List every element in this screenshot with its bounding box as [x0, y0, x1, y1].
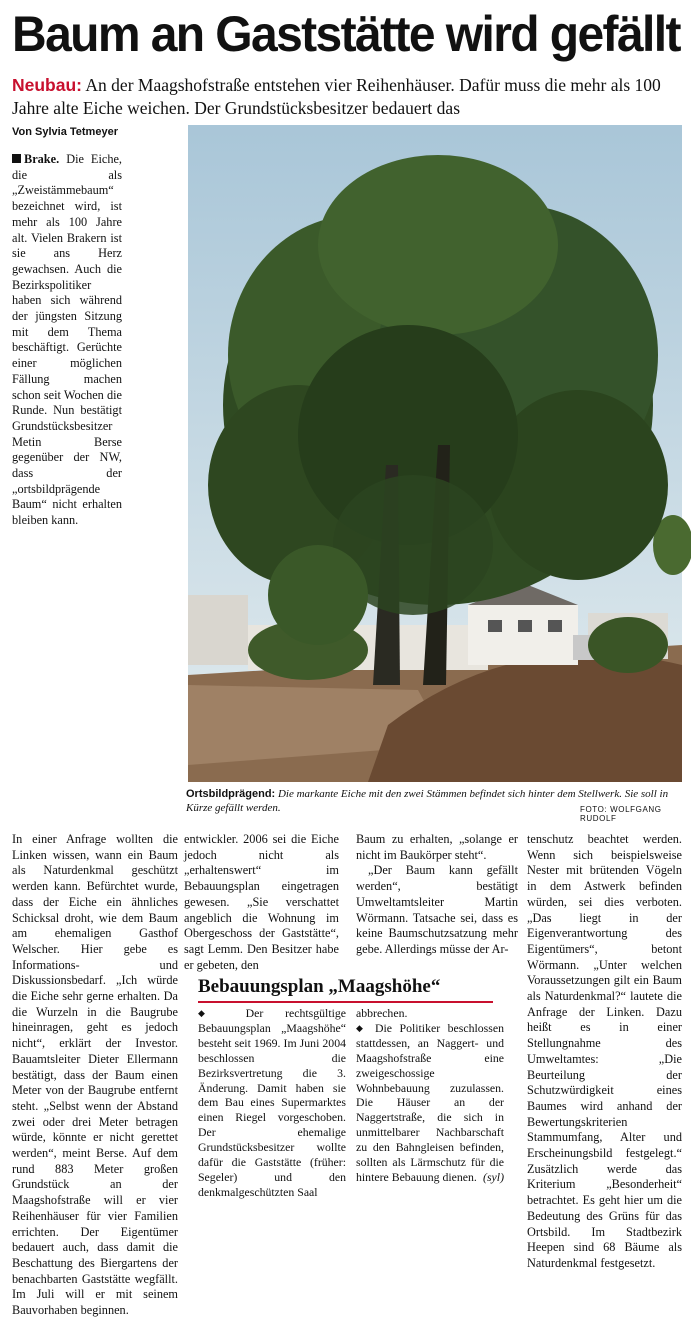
photo-credit: FOTO: WOLFGANG RUDOLF [580, 805, 662, 823]
paragraph: Brake. Die Eiche, die als „Zweistämmebaum“ bezeichnet wird, ist mehr als 100 Jahre alt. Vielen Brakern ist sie ans Herz gewachsen. Auch die Bezirkspolitiker haben sich während der jüngsten Sitzung mit dem Thema beschäftigt. Gerüchte einer möglichen Fällung machen schon seit Wochen die Runde. Nun bestätigt Grundstücksbesitzer Metin Berse gegenüber der NW, dass der „ortsbildprägende Baum“ nicht erhalten bleiben kann. [12, 152, 122, 528]
square-bullet-icon [12, 154, 21, 163]
article-column-1-extra [12, 1195, 13, 1196]
article-column-4: tenschutz beachtet werden. Wenn sich beispielsweise Nester mit brütenden Vögeln in dem Astwerk befinden würden, sei dies verboten. „Das liegt in der Eigenverantwortung des Eigentümers“, betont Wörmann. „Unter welchen Voraussetzungen gilt ein Baum als Naturdenkmal?“ lautete die Anfrage der Linken. Dazu heißt es in einer Stellungnahme des Umweltamtes: „Die Beurteilung der Schutzwürdigkeit eines Baumes wird anhand der Bewertungskriterien Stammumfang, Alter und Erscheinungsbild festgelegt.“ Zusätzlich werde das Kriterium „Besonderheit“ betrachtet. Es geht hier um die Bedeutung des Grüns für das Ortsbild. Im Stadtbezirk Heepen sind 68 Bäume als Naturdenkmal festgesetzt. [527, 832, 682, 1270]
article-column-1-continued: In einer Anfrage wollten die Linken wissen, wann ein Baum als Naturdenkmal geschützt werden kann. Befürchtet wurde, dass der Eiche ein ähnliches Schicksal droht, wie dem Baum am ehemaligen Gasthof Welscher. Hier gebe es Informations- und Diskussionsbedarf. „Ich würde die Eiche sehr gerne erhalten. Da die Wurzeln in die Baugrube hineinragen, geht es jedoch nicht“, erklärt der Investor. Bauamtsleiter Dieter Ellermann bestätigt, dass der Baum einen Meter von der Baugrube entfernt steht. „Selbst wenn der Abstand zwei oder drei Meter betragen würde, könnte er nicht gerettet werden“, meint Berse. Auf dem rund 883 Meter großen Grundstück an der Maagshofstraße will er vier Reihenhäuser für vier Familien errichten. Der Eigentümer bedauert auch, dass damit die Beschattung des Biergartens der benachbarten Gaststätte wegfällt. Im Juli will er mit seinem Bauvorhaben beginnen. [12, 832, 178, 1318]
headline: Baum an Gaststätte wird gefällt [12, 7, 680, 63]
article-column-2: entwickler. 2006 sei die Eiche jedoch nicht als „erhaltenswert“ im Bebauungsplan eingetragen gewesen. „Sie verschattet angeblich die Wohnung im Obergeschoss der Gaststätte“, sagt Lemm. Den Besitzer habe er gebeten, den [184, 832, 339, 972]
deck [12, 74, 682, 120]
tree-photo [188, 125, 682, 782]
author-signature: (syl) [483, 1169, 504, 1184]
infobox-column-2: abbrechen. ◆ Die Politiker beschlossen stattdessen, an Naggert- und Maagshofstraße eine zweigeschossige Wohnbebauung zuzulassen. Die Häuser an der Naggertstraße, die sich in unmittelbarer Nachbarschaft zu den Bahngleisen befinden, sollten als Lärmschutz für die hintere Bebauung dienen. (syl) [356, 1006, 505, 1184]
infobox-column-1: ◆ Der rechtsgültige Bebauungsplan „Maagshöhe“ besteht seit 1969. Im Juni 2004 beschlossen die Bezirksvertretung die 3. Änderung. Damit haben sie dem Bau eines Supermarktes einen Riegel vorgeschoben. Der ehemalige Grundstücksbesitzer wollte dafür die Gaststätte (früher: Segeler) und den denkmalgeschützten Saal [198, 1006, 347, 1199]
diamond-bullet-icon: ◆ [198, 1008, 224, 1018]
dateline: Brake. [24, 152, 60, 166]
oak-tree-image [188, 125, 682, 782]
infobox-title: Bebauungsplan „Maagshöhe“ [198, 975, 493, 1003]
deck-kicker: Neubau: [12, 75, 82, 95]
deck-text: An der Maagshofstraße entstehen vier Reihenhäuser. Dafür muss die mehr als 100 Jahre alte Eiche weichen. Der Grundstücksbesitzer bedauert das [12, 75, 661, 118]
caption-text: Die markante Eiche mit den zwei Stämmen befindet sich hinter dem Stellwerk. Sie soll in Kürze gefällt werden. [186, 788, 669, 814]
caption-lead: Ortsbildprägend: [186, 788, 276, 800]
diamond-bullet-icon: ◆ [356, 1022, 368, 1033]
article-column-1 [12, 152, 122, 824]
author-byline: Von Sylvia Tetmeyer [12, 126, 118, 138]
article-column-3: Baum zu erhalten, „solange er nicht im Baukörper steht“. „Der Baum kann gefällt werden“, bestätigt Umweltamtsleiter Martin Wörmann. Tatsache sei, dass es keine Baumschutzsatzung mehr gebe. Allerdings müsse der Ar- [356, 832, 518, 956]
